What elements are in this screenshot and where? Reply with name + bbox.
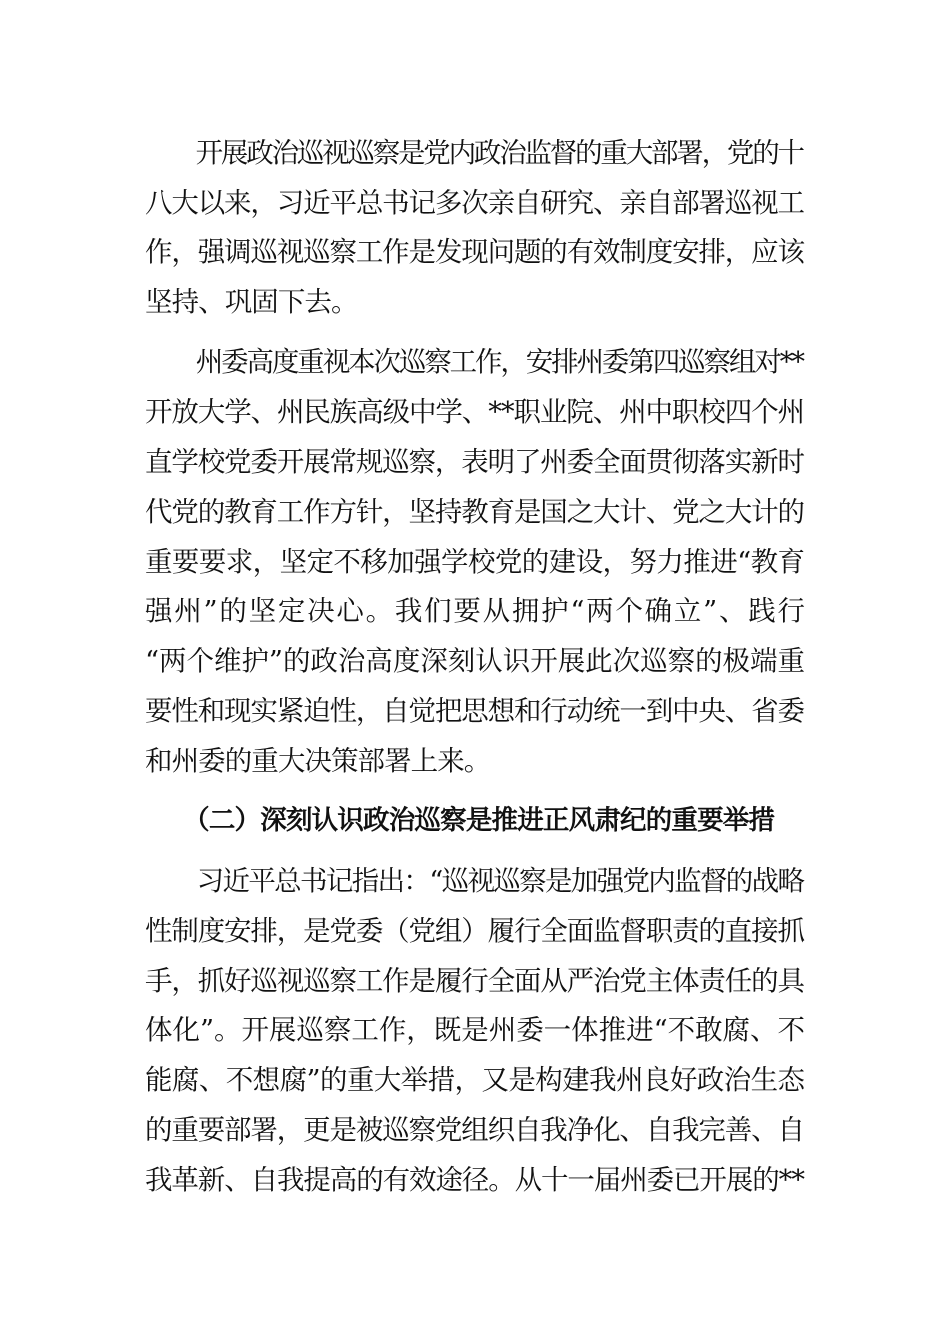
paragraph-line: 代党的教育工作方针，坚持教育是国之大计、党之大计的 <box>145 496 804 528</box>
paragraph-line: 开放大学、州民族高级中学、**职业院、州中职校四个州 <box>145 396 804 428</box>
paragraph-line: 的重要部署，更是被巡察党组织自我净化、自我完善、自 <box>145 1114 804 1146</box>
paragraph-line: 强州”的坚定决心。我们要从拥护“两个确立”、践行 <box>145 595 807 627</box>
paragraph-line: 直学校党委开展常规巡察，表明了州委全面贯彻落实新时 <box>145 446 804 478</box>
paragraph-line: “两个维护”的政治高度深刻认识开展此次巡察的极端重 <box>145 645 805 677</box>
section-heading: （二）深刻认识政治巡察是推进正风肃纪的重要举措 <box>145 805 775 836</box>
paragraph-line: 重要要求，坚定不移加强学校党的建设，努力推进“教育 <box>145 546 805 578</box>
paragraph-line: 体化”。开展巡察工作，既是州委一体推进“不敢腐、不 <box>145 1014 805 1046</box>
paragraph-line: 我革新、自我提高的有效途径。从十一届州委已开展的** <box>145 1164 804 1196</box>
paragraph-line: 八大以来，习近平总书记多次亲自研究、亲自部署巡视工 <box>145 187 804 219</box>
paragraph-line: 能腐、不想腐”的重大举措，又是构建我州良好政治生态 <box>145 1064 805 1096</box>
paragraph-line: 作，强调巡视巡察工作是发现问题的有效制度安排，应该 <box>145 236 804 268</box>
paragraph-line: 州委高度重视本次巡察工作，安排州委第四巡察组对** <box>145 346 803 378</box>
paragraph-line: 手，抓好巡视巡察工作是履行全面从严治党主体责任的具 <box>145 965 804 997</box>
paragraph-line: 性制度安排，是党委（党组）履行全面监督职责的直接抓 <box>145 915 804 947</box>
paragraph-line: 坚持、巩固下去。 <box>145 286 358 318</box>
paragraph-line: 习近平总书记指出：“巡视巡察是加强党内监督的战略 <box>145 865 804 897</box>
paragraph-line: 要性和现实紧迫性，自觉把思想和行动统一到中央、省委 <box>145 695 804 727</box>
paragraph-line: 开展政治巡视巡察是党内政治监督的重大部署，党的十 <box>145 137 803 169</box>
paragraph-line: 和州委的重大决策部署上来。 <box>145 745 491 777</box>
